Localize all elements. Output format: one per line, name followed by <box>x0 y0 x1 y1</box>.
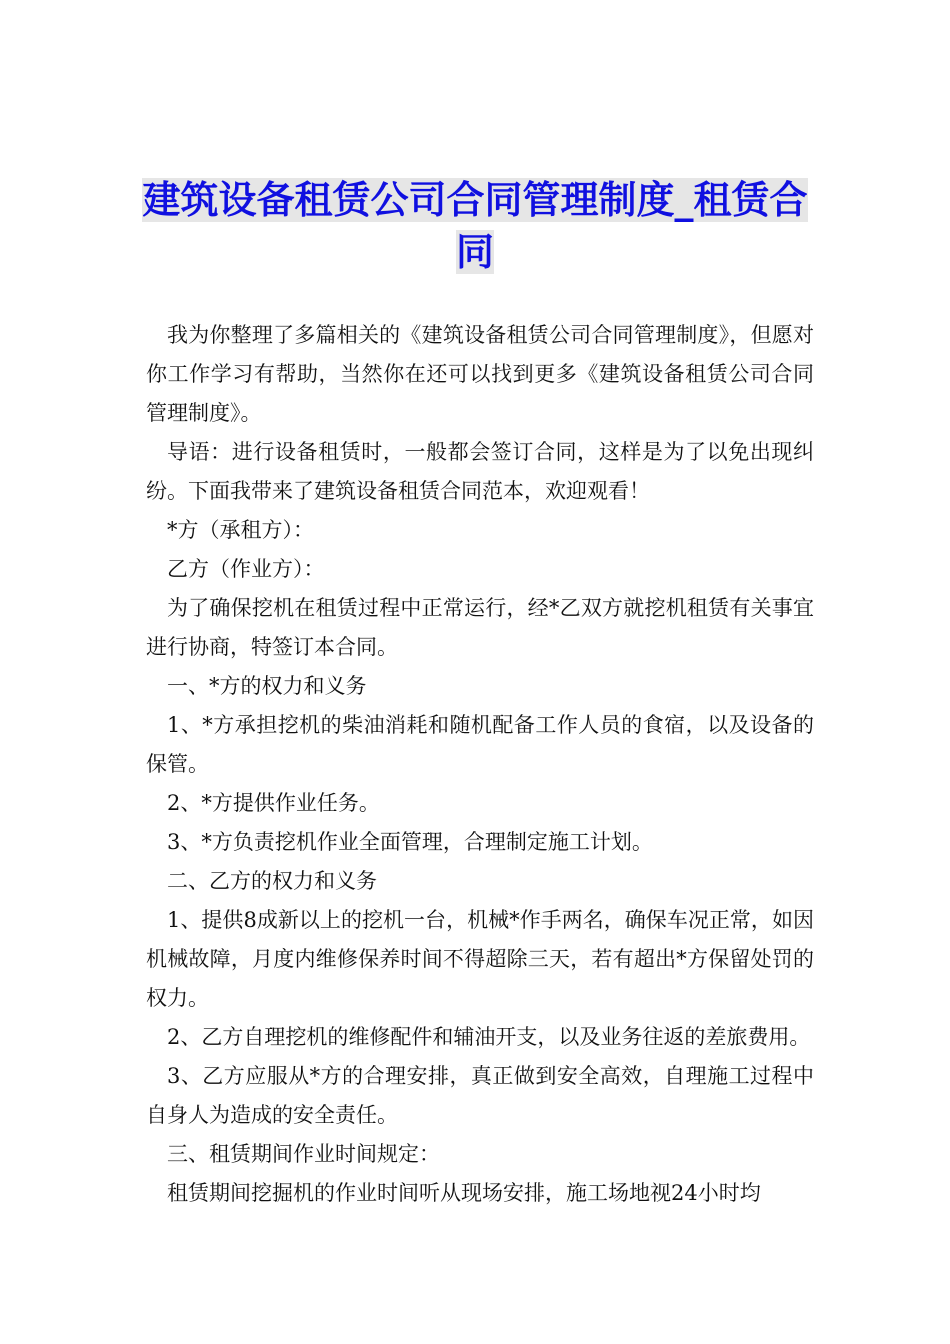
section-heading-1: 一、*方的权力和义务 <box>167 674 367 698</box>
section-heading-2: 二、乙方的权力和义务 <box>167 869 377 893</box>
paragraph-party-b: 乙方（作业方）： <box>167 557 325 581</box>
paragraph-guide: 导语：进行设备租赁时，一般都会签订合同，这样是为了以免出现纠纷。下面我带来了建筑设备租赁合同范本，欢迎观看！ <box>146 440 814 503</box>
clause-1-2: 2、*方提供作业任务。 <box>167 791 380 815</box>
document-title-text: 建筑设备租赁公司合同管理制度_租赁合同 <box>142 178 808 274</box>
clause-2-3: 3、乙方应服从*方的合理安排，真正做到安全高效，自理施工过程中自身人为造成的安全责任。 <box>146 1064 814 1127</box>
clause-3-1: 租赁期间挖掘机的作业时间听从现场安排，施工场地视24小时均 <box>167 1181 761 1205</box>
clause-1-3: 3、*方负责挖机作业全面管理，合理制定施工计划。 <box>167 830 653 854</box>
clause-2-1: 1、提供8成新以上的挖机一台，机械*作手两名，确保车况正常，如因机械故障，月度内维修保养时间不得超除三天，若有超出*方保留处罚的权力。 <box>146 908 814 1010</box>
paragraph-party-a: *方（承租方）： <box>167 518 314 542</box>
clause-2-2: 2、乙方自理挖机的维修配件和辅油开支，以及业务往返的差旅费用。 <box>167 1025 811 1049</box>
clause-1-1: 1、*方承担挖机的柴油消耗和随机配备工作人员的食宿，以及设备的保管。 <box>146 713 814 776</box>
document-body <box>146 316 814 1213</box>
paragraph-purpose: 为了确保挖机在租赁过程中正常运行，经*乙双方就挖机租赁有关事宜进行协商，特签订本合同。 <box>146 596 814 659</box>
section-heading-3: 三、租赁期间作业时间规定： <box>167 1142 440 1166</box>
paragraph-intro: 我为你整理了多篇相关的《建筑设备租赁公司合同管理制度》，但愿对你工作学习有帮助，当然你在还可以找到更多《建筑设备租赁公司合同管理制度》。 <box>146 323 814 425</box>
document-title <box>140 174 810 278</box>
